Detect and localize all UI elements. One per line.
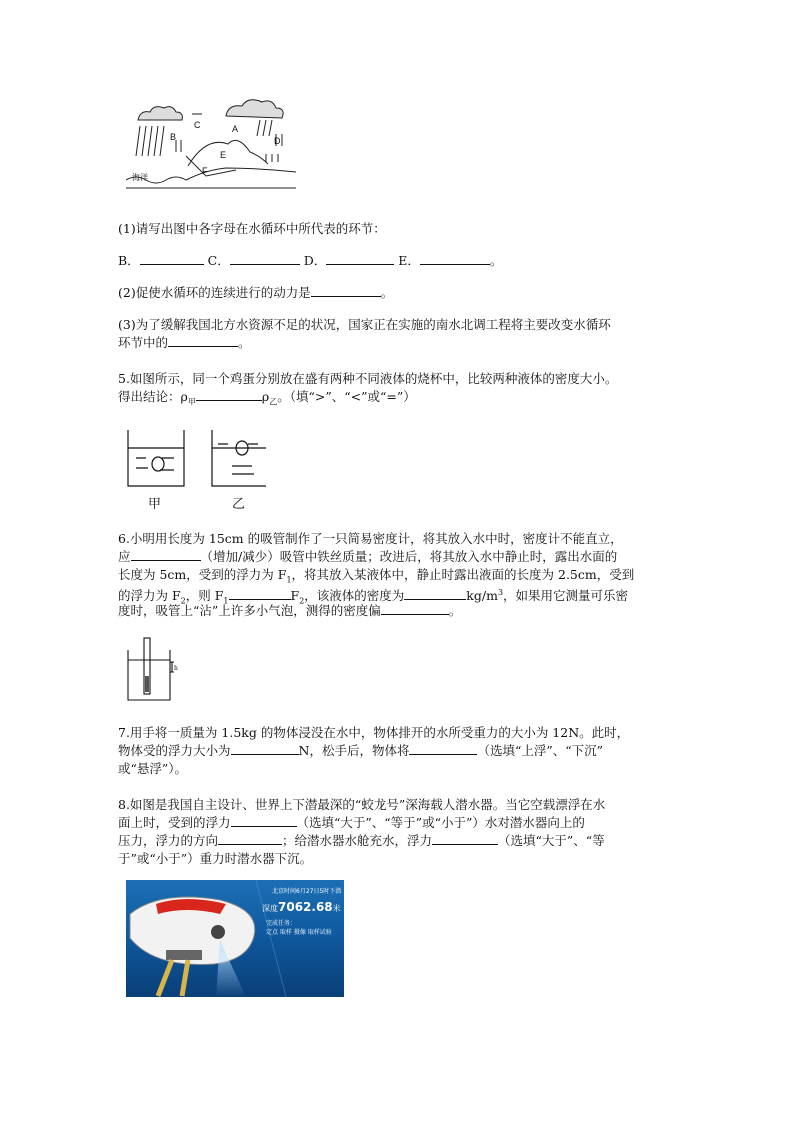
q4-blank-d[interactable] — [326, 252, 394, 265]
label-a: A — [232, 124, 239, 134]
submersible-icon — [126, 880, 344, 997]
q8-blank-float[interactable] — [231, 814, 297, 827]
q6-blank-compare[interactable] — [229, 587, 291, 600]
q4-blank-e[interactable] — [420, 252, 490, 265]
q4-blank-link[interactable] — [168, 334, 238, 347]
q6-line2: 应 （增加/减少）吸管中铁丝质量；改进后，将其放入水中静止时，露出水面的 — [118, 549, 618, 564]
label-yi: 乙 — [232, 497, 246, 512]
banner-tasks: 定点 取样 摄像 取样试验 — [266, 929, 332, 936]
label-jia: 甲 — [148, 497, 162, 512]
q5-blank-compare[interactable] — [196, 388, 262, 401]
q7-blank-motion[interactable] — [409, 742, 477, 755]
label-d: D — [274, 136, 281, 146]
q6-blank-bias[interactable] — [381, 602, 449, 615]
label-b: B — [170, 132, 177, 142]
q4-blank-c[interactable] — [230, 252, 300, 265]
densimeter-figure — [126, 636, 182, 702]
q7-line2: 物体受的浮力大小为 N，松手后，物体将 （选填“上浮”、“下沉” — [118, 743, 604, 758]
label-sea: 海洋 — [132, 173, 148, 182]
q7-line1: 7.用手将一质量为 1.5kg 的物体浸没在水中，物体排开的水所受重力的大小为 12N。此时， — [118, 725, 630, 740]
q6-blank-density[interactable] — [404, 587, 466, 600]
q7-blank-buoyancy[interactable] — [231, 742, 299, 755]
banner-depth: 深度7062.68米 — [262, 900, 341, 914]
q6-line4: 的浮力为 $F_2$，则 $F_1$ $F_2$，该液体的密度为 $kg/m^3$，如果用它测量可乐密 — [118, 588, 629, 606]
q5-line2: 得出结论：$\rho_甲$ $\rho_乙$。（填“>”、“<”或“=”） — [118, 389, 416, 407]
beakers-figure — [126, 428, 266, 514]
q8-line3: 压力，浮力的方向 ；给潜水器水舱充水，浮力 （选填“大于”、“等 — [118, 833, 605, 848]
q4-sub3-line1: (3)为了缓解我国北方水资源不足的状况，国家正在实施的南水北调工程将主要改变水循环 — [118, 317, 611, 332]
q7-line3: 或“悬浮”）。 — [118, 761, 188, 776]
label-f: F — [202, 166, 208, 176]
banner-task-title: 完成任务： — [266, 920, 297, 927]
q8-line4: 于”或“小于”）重力时潜水器下沉。 — [118, 851, 313, 866]
label-c: C — [194, 120, 201, 130]
q8-blank-direction[interactable] — [218, 832, 282, 845]
q8-blank-sink[interactable] — [432, 832, 498, 845]
q5-line1: 5.如图所示，同一个鸡蛋分别放在盛有两种不同液体的烧杯中，比较两种液体的密度大小。 — [118, 371, 618, 386]
submersible-photo — [126, 880, 344, 997]
q4-blank-power[interactable] — [311, 284, 381, 297]
q6-line5: 度时，吸管上“沾”上许多小气泡，测得的密度偏 。 — [118, 603, 462, 618]
water-cycle-figure — [126, 96, 298, 190]
banner-time: 北京时间6月27日5时下潜 — [272, 888, 342, 895]
q4-blank-b[interactable] — [140, 252, 204, 265]
q4-sub2: (2)促使水循环的连续进行的动力是 。 — [118, 285, 394, 300]
q6-blank-adjust[interactable] — [131, 548, 201, 561]
fig-h-label: h — [174, 665, 178, 672]
q4-sub1: (1)请写出图中各字母在水循环中所代表的环节： — [118, 221, 386, 236]
label-e: E — [220, 150, 227, 160]
q6-line1: 6.小明用长度为 15cm 的吸管制作了一只简易密度计，将其放入水中时，密度计不能直立， — [118, 531, 623, 546]
q6-line3: 长度为 5cm，受到的浮力为 $F_1$，将其放入某液体中，静止时露出液面的长度为 2.5cm，受到 — [118, 567, 635, 585]
q8-line1: 8.如图是我国自主设计、世界上下潜最深的“蛟龙号”深海载人潜水器。当它空载漂浮在水 — [118, 797, 606, 812]
q4-blanks-row: B． C． D． E． 。 — [118, 253, 503, 268]
q4-sub3-line2: 环节中的 。 — [118, 335, 251, 350]
q8-line2: 面上时，受到的浮力 （选填“大于”、“等于”或“小于”）水对潜水器向上的 — [118, 815, 585, 830]
